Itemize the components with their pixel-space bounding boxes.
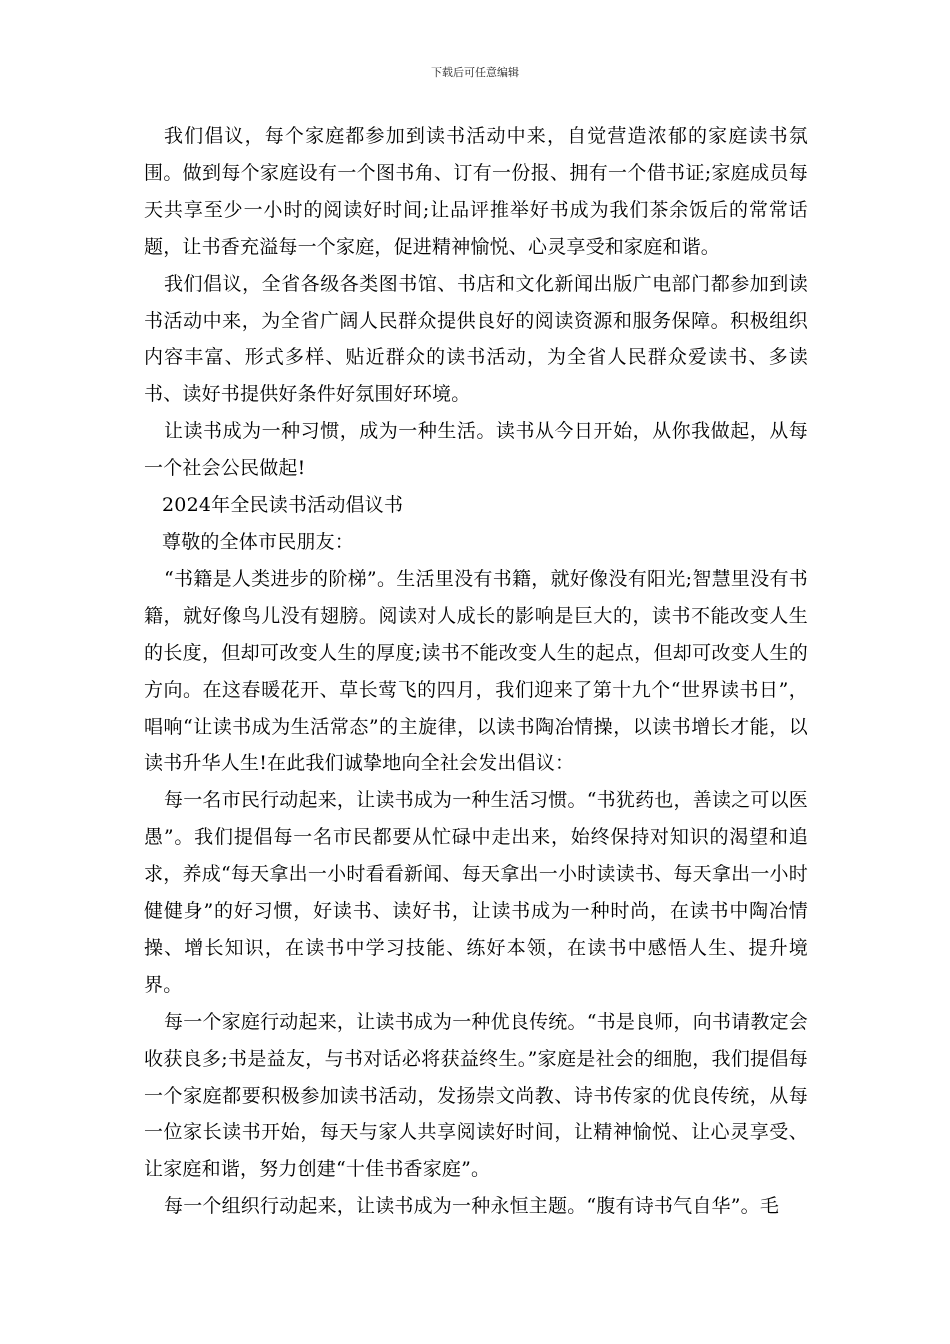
paragraph-citizens: 每一名市民行动起来，让读书成为一种生活习惯。“书犹药也，善读之可以医愚”。我们提倡每一名市民都要从忙碌中走出来，始终保持对知识的渴望和追求，养成“每天拿出一小时看看新闻、每天拿出一小时读读书、每天拿出一小时健健身”的好习惯，好读书、读好书，让读书成为一种时尚，在读书中陶冶情操、增长知识，在读书中学习技能、练好本领，在读书中感悟人生、提升境界。 [144, 789, 808, 996]
page-header-note: 下载后可任意编辑 [431, 66, 519, 79]
paragraph-family-reading: 我们倡议，每个家庭都参加到读书活动中来，自觉营造浓郁的家庭读书氛围。做到每个家庭设有一个图书角、订有一份报、拥有一个借书证;家庭成员每天共享至少一小时的阅读好时间;让品评推举好书成为我们茶余饭后的常常话题，让书香充溢每一个家庭，促进精神愉悦、心灵享受和家庭和谐。 [144, 125, 808, 258]
paragraph-libraries: 我们倡议，全省各级各类图书馆、书店和文化新闻出版广电部门都参加到读书活动中来，为全省广阔人民群众提供良好的阅读资源和服务保障。积极组织内容丰富、形式多样、贴近群众的读书活动，为全省人民群众爱读书、多读书、读好书提供好条件好氛围好环境。 [144, 272, 808, 406]
paragraph-books-ladder: “书籍是人类进步的阶梯”。生活里没有书籍，就好像没有阳光;智慧里没有书籍，就好像鸟儿没有翅膀。阅读对人成长的影响是巨大的，读书不能改变人生的长度，但却可改变人生的厚度;读书不能改变人生的起点，但却可改变人生的方向。在这春暖花开、草长莺飞的四月，我们迎来了第十九个“世界读书日”，唱响“让读书成为生活常态”的主旋律，以读书陶冶情操，以读书增长才能，以读书升华人生!在此我们诚挚地向全社会发出倡议： [144, 567, 808, 775]
paragraph-organizations: 每一个组织行动起来，让读书成为一种永恒主题。“腹有诗书气自华”。毛 [164, 1195, 780, 1218]
paragraph-families: 每一个家庭行动起来，让读书成为一种优良传统。“书是良师，向书请教定会收获良多;书是益友，与书对话必将获益终生。”家庭是社会的细胞，我们提倡每一个家庭都要积极参加读书活动，发扬崇文尚教、诗书传家的优良传统，从每一位家长读书开始，每天与家人共享阅读好时间，让精神愉悦、让心灵享受、让家庭和谐，努力创建“十佳书香家庭”。 [144, 1010, 808, 1181]
document-body [144, 118, 808, 1225]
paragraph-habit: 让读书成为一种习惯，成为一种生活。读书从今日开始，从你我做起，从每一个社会公民做起! [144, 420, 808, 480]
section-title: 2024年全民读书活动倡议书 [162, 494, 404, 517]
salutation: 尊敬的全体市民朋友： [162, 530, 355, 553]
